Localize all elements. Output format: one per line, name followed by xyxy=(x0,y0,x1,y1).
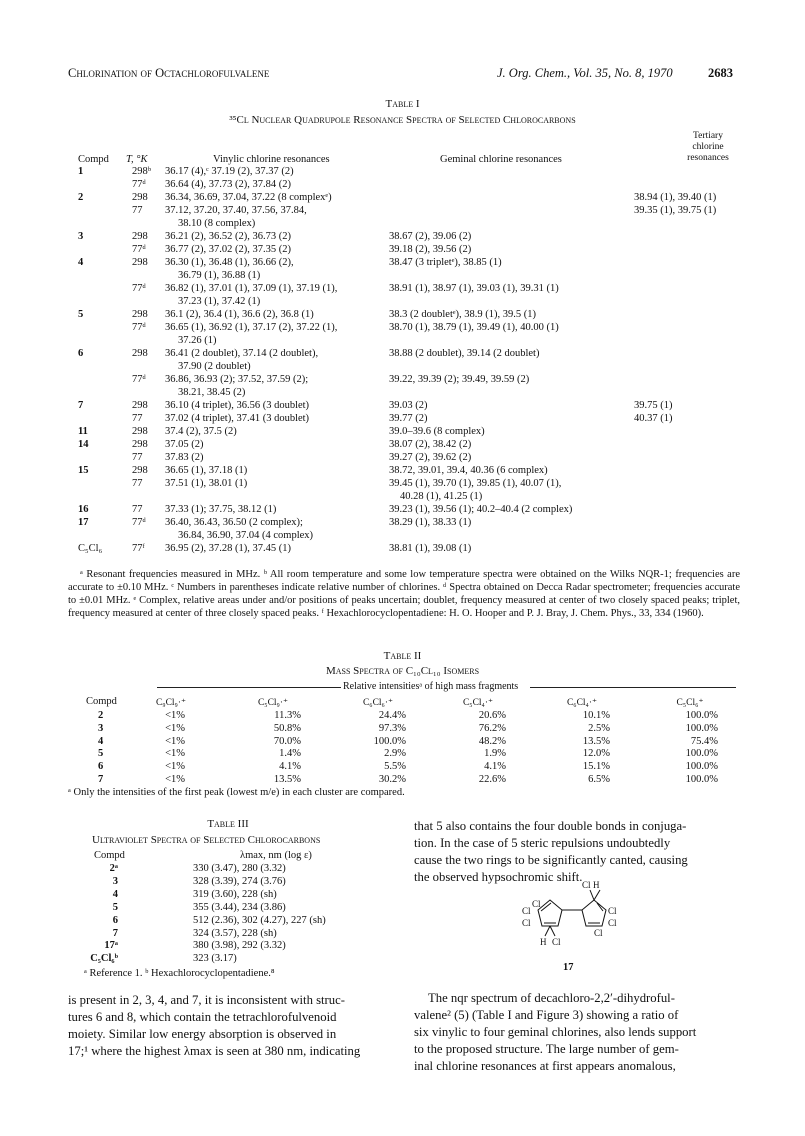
table1-temp-cell: 77ᵈ xyxy=(132,374,146,385)
running-title: Chlorination of Octachlorofulvalene xyxy=(68,66,270,80)
table2-compd-cell: 3 xyxy=(98,722,104,734)
table2-compd-cell: 6 xyxy=(98,761,104,773)
table2-value-cell: 22.6% xyxy=(478,774,506,785)
table1-vinylic-cell: 37.02 (4 triplet), 37.41 (3 doublet) xyxy=(165,413,310,424)
table2-compd-cell: 2 xyxy=(98,710,104,721)
table1-vinylic-cell: 36.77 (2), 37.02 (2), 37.35 (2) xyxy=(165,244,291,255)
table1-vinylic-cell: 37.51 (1), 38.01 (1) xyxy=(165,478,248,489)
table1-compd-cell: 2 xyxy=(78,192,84,203)
table2-value-cell: 10.1% xyxy=(582,710,610,721)
table3-lambda-header: λmax, nm (log ε) xyxy=(240,850,312,861)
table2-footnote: ᵃ Only the intensities of the first peak (lowest m/e) in each cluster are compared. xyxy=(68,787,405,798)
atom-label: Cl xyxy=(582,880,591,890)
table1-row xyxy=(0,179,805,192)
table1-row xyxy=(0,543,805,556)
table1-compd-cell: 7 xyxy=(78,400,84,411)
table1-tertiary-header: Tertiary chlorine resonances xyxy=(687,131,729,163)
table1-geminal-cell: 38.88 (2 doublet), 39.14 (2 doublet) xyxy=(389,348,540,359)
table1-vinylic-cell: 37.33 (1); 37.75, 38.12 (1) xyxy=(165,504,277,515)
table1-geminal-cell: 39.27 (2), 39.62 (2) xyxy=(389,452,472,463)
table1-temp-cell: 298 xyxy=(132,439,148,450)
atom-label: H xyxy=(593,880,600,890)
table1-temp-cell: 77ᶠ xyxy=(132,543,145,554)
table3-compd-cell: 5 xyxy=(112,901,118,913)
table1-row xyxy=(0,283,805,296)
table1-vinylic-cell: 36.17 (4),ᶜ 37.19 (2), 37.37 (2) xyxy=(165,166,294,177)
table1-compd-cell: 6 xyxy=(78,348,84,359)
structure-17-label: 17 xyxy=(563,962,574,973)
table1-row xyxy=(0,348,805,361)
table1-vinylic-cell: 37.05 (2) xyxy=(165,439,204,450)
table1-temp-header: T, °K xyxy=(126,154,148,165)
table1-compd-cell: 16 xyxy=(78,504,89,515)
table2-value-cell: 100.0% xyxy=(685,722,718,734)
table3-compd-cell: 4 xyxy=(112,888,118,900)
table1-vinylic-cell: 36.30 (1), 36.48 (1), 36.66 (2), xyxy=(165,257,294,268)
table1-vinylic-cell: 36.10 (4 triplet), 36.56 (3 doublet) xyxy=(165,400,310,411)
table2-value-cell: 70.0% xyxy=(273,735,301,747)
table1-geminal-header: Geminal chlorine resonances xyxy=(440,154,562,165)
table1-vinylic-cell: 38.10 (8 complex) xyxy=(178,218,256,229)
table1-vinylic-cell: 36.84, 36.90, 37.04 (4 complex) xyxy=(178,530,314,541)
table2-value-cell: 5.5% xyxy=(384,761,406,773)
table1-geminal-cell: 39.77 (2) xyxy=(389,413,428,424)
table1-geminal-cell: 39.18 (2), 39.56 (2) xyxy=(389,244,472,255)
table3-compd-cell: 6 xyxy=(112,914,118,926)
table1-vinylic-cell: 37.23 (1), 37.42 (1) xyxy=(178,296,261,307)
table1-temp-cell: 77ᵈ xyxy=(132,283,146,294)
table1-geminal-cell: 39.23 (1), 39.56 (1); 40.2–40.4 (2 complex) xyxy=(389,504,573,515)
table1-row xyxy=(0,504,805,517)
table2-value-cell: 13.5% xyxy=(273,774,301,785)
table2-value-cell: <1% xyxy=(165,735,185,747)
table1-geminal-cell: 39.45 (1), 39.70 (1), 39.85 (1), 40.07 (1), xyxy=(389,478,562,489)
table1-label: Table I xyxy=(385,98,420,110)
table2-value-cell: 50.8% xyxy=(273,722,301,734)
table1-row xyxy=(0,192,805,205)
right-column-text-top: that 5 also contains the four double bonds in conjuga- tion. In the case of 5 steric repulsions undoubtedly cause the two rings to be significantly canted, causing the observed hypsochromic shift. xyxy=(414,819,688,884)
table2-compd-cell: 7 xyxy=(98,774,104,785)
atom-label: Cl xyxy=(522,906,531,916)
table2-value-cell: <1% xyxy=(165,761,185,773)
table2-span-rule-left xyxy=(157,687,341,688)
right-column-text-bottom: The nqr spectrum of decachloro-2,2′-dihydroful- valene² (5) (Table I and Figure 3) showing a ratio of six vinylic to four geminal chlorines, also lends support to the proposed structure. The large number of gem- inal chlorine resonances at first appears anomalous, xyxy=(414,991,697,1073)
table2-value-cell: 13.5% xyxy=(582,735,610,747)
table3-lambda-cell: 324 (3.57), 228 (sh) xyxy=(193,927,277,939)
table1-row xyxy=(0,257,805,270)
table2-title: Mass Spectra of C₁₀Cl₁₀ Isomers xyxy=(325,665,480,677)
table1-temp-cell: 77ᵈ xyxy=(132,322,146,333)
table1-row xyxy=(0,205,805,218)
table2-compd-header: Compd xyxy=(86,696,117,707)
table3-compd-cell: 3 xyxy=(112,875,118,887)
table1-compd-cell: 5 xyxy=(78,309,84,320)
table1-row xyxy=(0,517,805,530)
table2-value-cell: 97.3% xyxy=(378,722,406,734)
table1-geminal-cell: 38.47 (3 tripletᵉ), 38.85 (1) xyxy=(389,257,502,268)
table1-compd-cell: 3 xyxy=(78,231,84,242)
table1-row xyxy=(0,335,805,348)
page-number: 2683 xyxy=(708,66,733,80)
table1-vinylic-cell: 36.65 (1), 37.18 (1) xyxy=(165,465,248,476)
table2-value-cell: 24.4% xyxy=(378,710,406,721)
table1-vinylic-cell: 36.65 (1), 36.92 (1), 37.17 (2), 37.22 (1), xyxy=(165,322,338,333)
table3-compd-cell: C₅Cl₆ᵇ xyxy=(90,953,118,965)
table1-row xyxy=(0,231,805,244)
table1-vinylic-cell: 36.86, 36.93 (2); 37.52, 37.59 (2); xyxy=(165,374,309,385)
table1-vinylic-cell: 36.1 (2), 36.4 (1), 36.6 (2), 36.8 (1) xyxy=(165,309,314,320)
table2-value-cell: 30.2% xyxy=(378,774,406,785)
table1-temp-cell: 298 xyxy=(132,257,148,268)
table1-row xyxy=(0,296,805,309)
table1-vinylic-cell: 36.82 (1), 37.01 (1), 37.09 (1), 37.19 (1), xyxy=(165,283,338,294)
table1-geminal-cell: 38.3 (2 doubletᵉ), 38.9 (1), 39.5 (1) xyxy=(389,309,537,320)
table2-column-header: C₆Cl₆·⁺ xyxy=(362,698,394,708)
table2-value-cell: <1% xyxy=(165,774,185,785)
table1-vinylic-header: Vinylic chlorine resonances xyxy=(213,154,330,165)
table3-lambda-cell: 512 (2.36), 302 (4.27), 227 (sh) xyxy=(193,914,326,926)
table1-row xyxy=(0,374,805,387)
table1-temp-cell: 298ᵇ xyxy=(132,166,152,177)
table2-column-header: C₅Cl₆⁺ xyxy=(676,698,704,708)
table1-geminal-cell: 38.70 (1), 38.79 (1), 39.49 (1), 40.00 (1) xyxy=(389,322,559,333)
table3-compd-cell: 17ᵃ xyxy=(104,940,118,952)
table1-row xyxy=(0,426,805,439)
table1-tertiary-cell: 40.37 (1) xyxy=(634,413,673,424)
table1-row xyxy=(0,361,805,374)
table1-footnote: ᵃ Resonant frequencies measured in MHz. ᵇ All room temperature and some low temperature spectra were obtained on the Wilks NQR-1; frequencies are accurate to ±0.10 MHz. ᶜ Numbers in parentheses indicate relative number of chlorines. ᵈ Spectra obtained on Decca Radar spectrometer; frequencies accurate to ±0.01 MHz. ᵉ Complex, relative areas under and/or positions of peaks uncertain; doublet, frequency measured at center of two closely spaced peaks; triplet, frequency measured at center of three closely spaced peaks. ᶠ Hexachlorocyclopentadiene: H. O. Hooper and P. J. Bray, J. Chem. Phys., 33, 334 (1960). xyxy=(68,569,740,619)
table1-row xyxy=(0,387,805,400)
atom-label: H xyxy=(540,937,547,947)
table1-vinylic-cell: 37.12, 37.20, 37.40, 37.56, 37.84, xyxy=(165,205,307,216)
table3-title: Ultraviolet Spectra of Selected Chlorocarbons xyxy=(92,834,321,846)
table1-geminal-cell: 38.72, 39.01, 39.4, 40.36 (6 complex) xyxy=(389,465,548,476)
table1-row xyxy=(0,439,805,452)
table1-compd-cell: 15 xyxy=(78,465,89,476)
table2-value-cell: 75.4% xyxy=(690,735,718,747)
table1-vinylic-cell: 36.95 (2), 37.28 (1), 37.45 (1) xyxy=(165,543,291,554)
table1-temp-cell: 77ᵈ xyxy=(132,179,146,190)
table1-compd-cell: C₅Cl₆ xyxy=(78,543,103,554)
left-column-text: is present in 2, 3, 4, and 7, it is inconsistent with struc- tures 6 and 8, which contain the tetrachlorofulvenoid moiety. Similar low energy absorption is observed in 17;¹ where the highest λmax is seen at 380 nm, indicating xyxy=(68,993,361,1058)
table1-row xyxy=(0,400,805,413)
table1-row xyxy=(0,270,805,283)
table2-value-cell: 2.9% xyxy=(384,748,406,760)
table1-vinylic-cell: 36.79 (1), 36.88 (1) xyxy=(178,270,261,281)
table1-row xyxy=(0,452,805,465)
table1-tertiary-cell: 39.75 (1) xyxy=(634,400,673,411)
table1-geminal-cell: 38.81 (1), 39.08 (1) xyxy=(389,543,472,554)
table2-value-cell: 4.1% xyxy=(279,761,301,773)
table1-compd-cell: 4 xyxy=(78,257,84,268)
table1-geminal-cell: 38.29 (1), 38.33 (1) xyxy=(389,517,472,528)
table2-compd-cell: 5 xyxy=(98,748,104,760)
table1-row xyxy=(0,322,805,335)
table1-vinylic-cell: 37.4 (2), 37.5 (2) xyxy=(165,426,237,437)
table3-lambda-cell: 330 (3.47), 280 (3.32) xyxy=(193,863,286,874)
atom-label: Cl xyxy=(608,918,617,928)
table3-lambda-cell: 319 (3.60), 228 (sh) xyxy=(193,888,277,900)
journal-citation: J. Org. Chem., Vol. 35, No. 8, 1970 xyxy=(497,66,673,80)
table3-label: Table III xyxy=(207,818,249,830)
table1-temp-cell: 298 xyxy=(132,192,148,203)
table2-column-header: C₅Cl₉·⁺ xyxy=(257,698,289,708)
atom-label: Cl xyxy=(522,918,531,928)
table1-temp-cell: 298 xyxy=(132,231,148,242)
table1-row xyxy=(0,478,805,491)
table2-value-cell: 48.2% xyxy=(478,735,506,747)
table1-title: ³⁵Cl Nuclear Quadrupole Resonance Spectra of Selected Chlorocarbons xyxy=(229,114,576,126)
table2-value-cell: <1% xyxy=(165,710,185,721)
table2-column-header: C₉Cl₉·⁺ xyxy=(155,698,187,708)
table1-temp-cell: 77 xyxy=(132,413,143,424)
table2-span-header: Relative intensitiesᵃ of high mass fragments xyxy=(343,681,519,692)
table2-value-cell: 11.3% xyxy=(274,710,301,721)
table1-row xyxy=(0,530,805,543)
table1-vinylic-cell: 37.90 (2 doublet) xyxy=(178,361,251,372)
table1-temp-cell: 298 xyxy=(132,309,148,320)
table1-temp-cell: 298 xyxy=(132,400,148,411)
table1-tertiary-cell: 38.94 (1), 39.40 (1) xyxy=(634,192,717,203)
table2-value-cell: 100.0% xyxy=(685,748,718,760)
table1-row xyxy=(0,491,805,504)
table2-value-cell: 100.0% xyxy=(373,735,406,747)
table1-vinylic-cell: 36.40, 36.43, 36.50 (2 complex); xyxy=(165,517,303,528)
table1-compd-cell: 1 xyxy=(78,166,84,177)
table1-tertiary-cell: 39.35 (1), 39.75 (1) xyxy=(634,205,717,216)
atom-label: Cl xyxy=(594,928,603,938)
table2-value-cell: 6.5% xyxy=(588,774,610,785)
table3-compd-header: Compd xyxy=(94,850,125,861)
table2-value-cell: 1.4% xyxy=(279,748,301,760)
table3-lambda-cell: 355 (3.44), 234 (3.86) xyxy=(193,901,286,913)
table1-geminal-cell: 40.28 (1), 41.25 (1) xyxy=(400,491,483,502)
table2-column-header: C₆Cl₄·⁺ xyxy=(566,698,598,708)
table1-row xyxy=(0,465,805,478)
table2-value-cell: <1% xyxy=(165,748,185,760)
table3-lambda-cell: 380 (3.98), 292 (3.32) xyxy=(193,940,286,952)
table1-vinylic-cell: 38.21, 38.45 (2) xyxy=(178,387,246,398)
table2-value-cell: <1% xyxy=(165,722,185,734)
table2-compd-cell: 4 xyxy=(98,735,104,747)
table1-vinylic-cell: 36.64 (4), 37.73 (2), 37.84 (2) xyxy=(165,179,291,190)
table1-row xyxy=(0,166,805,179)
table3-lambda-cell: 328 (3.39), 274 (3.76) xyxy=(193,875,286,887)
table1-geminal-cell: 39.03 (2) xyxy=(389,400,428,411)
table1-geminal-cell: 38.67 (2), 39.06 (2) xyxy=(389,231,472,242)
table1-vinylic-cell: 37.83 (2) xyxy=(165,452,204,463)
table2-value-cell: 100.0% xyxy=(685,761,718,773)
table1-geminal-cell: 38.07 (2), 38.42 (2) xyxy=(389,439,472,450)
table2-span-rule-right xyxy=(530,687,736,688)
table2-value-cell: 76.2% xyxy=(478,722,506,734)
table1-compd-header: Compd xyxy=(78,154,109,165)
table2-value-cell: 100.0% xyxy=(685,774,718,785)
table2-column-header: C₅Cl₄·⁺ xyxy=(462,698,494,708)
table1-row xyxy=(0,218,805,231)
table1-vinylic-cell: 37.26 (1) xyxy=(178,335,217,346)
table1-temp-cell: 77ᵈ xyxy=(132,244,146,255)
table1-geminal-cell: 39.0–39.6 (8 complex) xyxy=(389,426,485,437)
table3-compd-cell: 2ᵃ xyxy=(109,863,118,874)
table2-value-cell: 20.6% xyxy=(478,710,506,721)
atom-label: Cl xyxy=(532,899,541,909)
atom-label: Cl xyxy=(608,906,617,916)
table1-row xyxy=(0,309,805,322)
table1-vinylic-cell: 36.41 (2 doublet), 37.14 (2 doublet), xyxy=(165,348,319,359)
table2-value-cell: 2.5% xyxy=(588,722,610,734)
table3-lambda-cell: 323 (3.17) xyxy=(193,953,237,965)
table3-compd-cell: 7 xyxy=(112,927,118,939)
table1-temp-cell: 77 xyxy=(132,205,143,216)
table1-vinylic-cell: 36.34, 36.69, 37.04, 37.22 (8 complexᵉ) xyxy=(165,192,332,203)
table3-footnote: ᵃ Reference 1. ᵇ Hexachlorocyclopentadiene.⁸ xyxy=(84,968,275,979)
table2-value-cell: 15.1% xyxy=(582,761,610,773)
table1-temp-cell: 77ᵈ xyxy=(132,517,146,528)
structure-17-drawing xyxy=(520,880,630,964)
table1-compd-cell: 14 xyxy=(78,439,89,450)
table2-value-cell: 100.0% xyxy=(685,710,718,721)
table1-geminal-cell: 38.91 (1), 38.97 (1), 39.03 (1), 39.31 (1) xyxy=(389,283,559,294)
table2-value-cell: 1.9% xyxy=(484,748,506,760)
table1-temp-cell: 77 xyxy=(132,452,143,463)
table2-value-cell: 12.0% xyxy=(582,748,610,760)
table2-label: Table II xyxy=(383,650,422,662)
table1-compd-cell: 11 xyxy=(78,426,88,437)
table1-temp-cell: 77 xyxy=(132,504,143,515)
table1-row xyxy=(0,244,805,257)
table1-temp-cell: 298 xyxy=(132,426,148,437)
table1-temp-cell: 298 xyxy=(132,348,148,359)
table1-vinylic-cell: 36.21 (2), 36.52 (2), 36.73 (2) xyxy=(165,231,291,242)
table1-geminal-cell: 39.22, 39.39 (2); 39.49, 39.59 (2) xyxy=(389,374,530,385)
table2-value-cell: 4.1% xyxy=(484,761,506,773)
table1-temp-cell: 77 xyxy=(132,478,143,489)
atom-label: Cl xyxy=(552,937,561,947)
table1-compd-cell: 17 xyxy=(78,517,89,528)
table1-row xyxy=(0,413,805,426)
table1-temp-cell: 298 xyxy=(132,465,148,476)
